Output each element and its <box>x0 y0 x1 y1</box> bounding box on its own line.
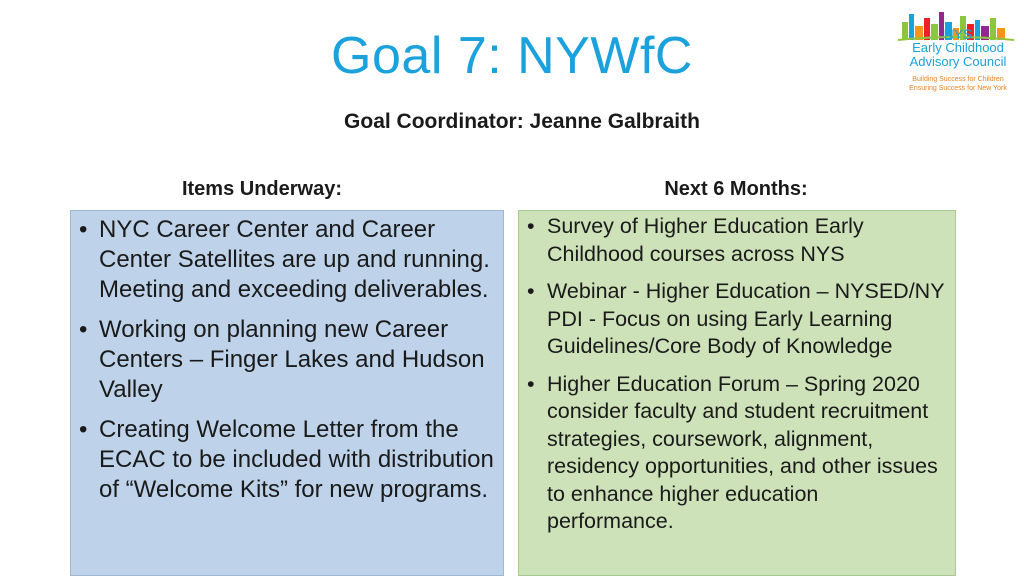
logo-tagline-1: Building Success for Children <box>912 76 1004 83</box>
slide-title: Goal 7: NYWfC <box>331 27 693 85</box>
items-underway-heading: Items Underway: <box>181 178 343 200</box>
list-item-text: Webinar - Higher Education – NYSED/NY PDI - Focus on using Early Learning Guidelines/Core Body of Knowledge <box>547 279 945 358</box>
next-6-months-list <box>519 211 955 536</box>
list-item <box>79 215 495 305</box>
list-item <box>79 415 495 505</box>
goal-coordinator: Goal Coordinator: Jeanne Galbraith <box>344 110 700 133</box>
logo-nys: NYS <box>943 26 973 42</box>
bullet-icon: • <box>79 216 88 243</box>
list-item <box>527 213 947 268</box>
list-item-text: Working on planning new Career Centers – Finger Lakes and Hudson Valley <box>99 316 485 403</box>
ecac-logo <box>892 8 1020 104</box>
bullet-icon: • <box>79 416 88 443</box>
items-underway-box <box>70 210 504 576</box>
list-item-text: NYC Career Center and Career Center Satellites are up and running. Meeting and exceeding deliverables. <box>99 216 490 303</box>
list-item <box>527 278 947 361</box>
bullet-icon: • <box>79 316 88 343</box>
next-6-months-box <box>518 210 956 576</box>
next-6-months-heading: Next 6 Months: <box>664 178 808 200</box>
items-underway-list <box>71 211 503 505</box>
list-item-text: Higher Education Forum – Spring 2020 consider faculty and student recruitment strategies, coursework, alignment, residency opportunities, and other issues to enhance higher education performance. <box>547 371 938 533</box>
bullet-icon: • <box>527 214 535 238</box>
logo-tagline-2: Ensuring Success for New York <box>909 85 1007 92</box>
list-item-text: Survey of Higher Education Early Childhood courses across NYS <box>547 214 864 266</box>
logo-advisory-council: Advisory Council <box>909 54 1007 69</box>
bullet-icon: • <box>527 279 535 303</box>
logo-early-childhood: Early Childhood <box>912 40 1004 55</box>
bullet-icon: • <box>527 371 535 396</box>
list-item <box>527 371 947 536</box>
list-item-text: Creating Welcome Letter from the ECAC to be included with distribution of “Welcome Kits” for new programs. <box>99 416 494 503</box>
list-item <box>79 315 495 405</box>
